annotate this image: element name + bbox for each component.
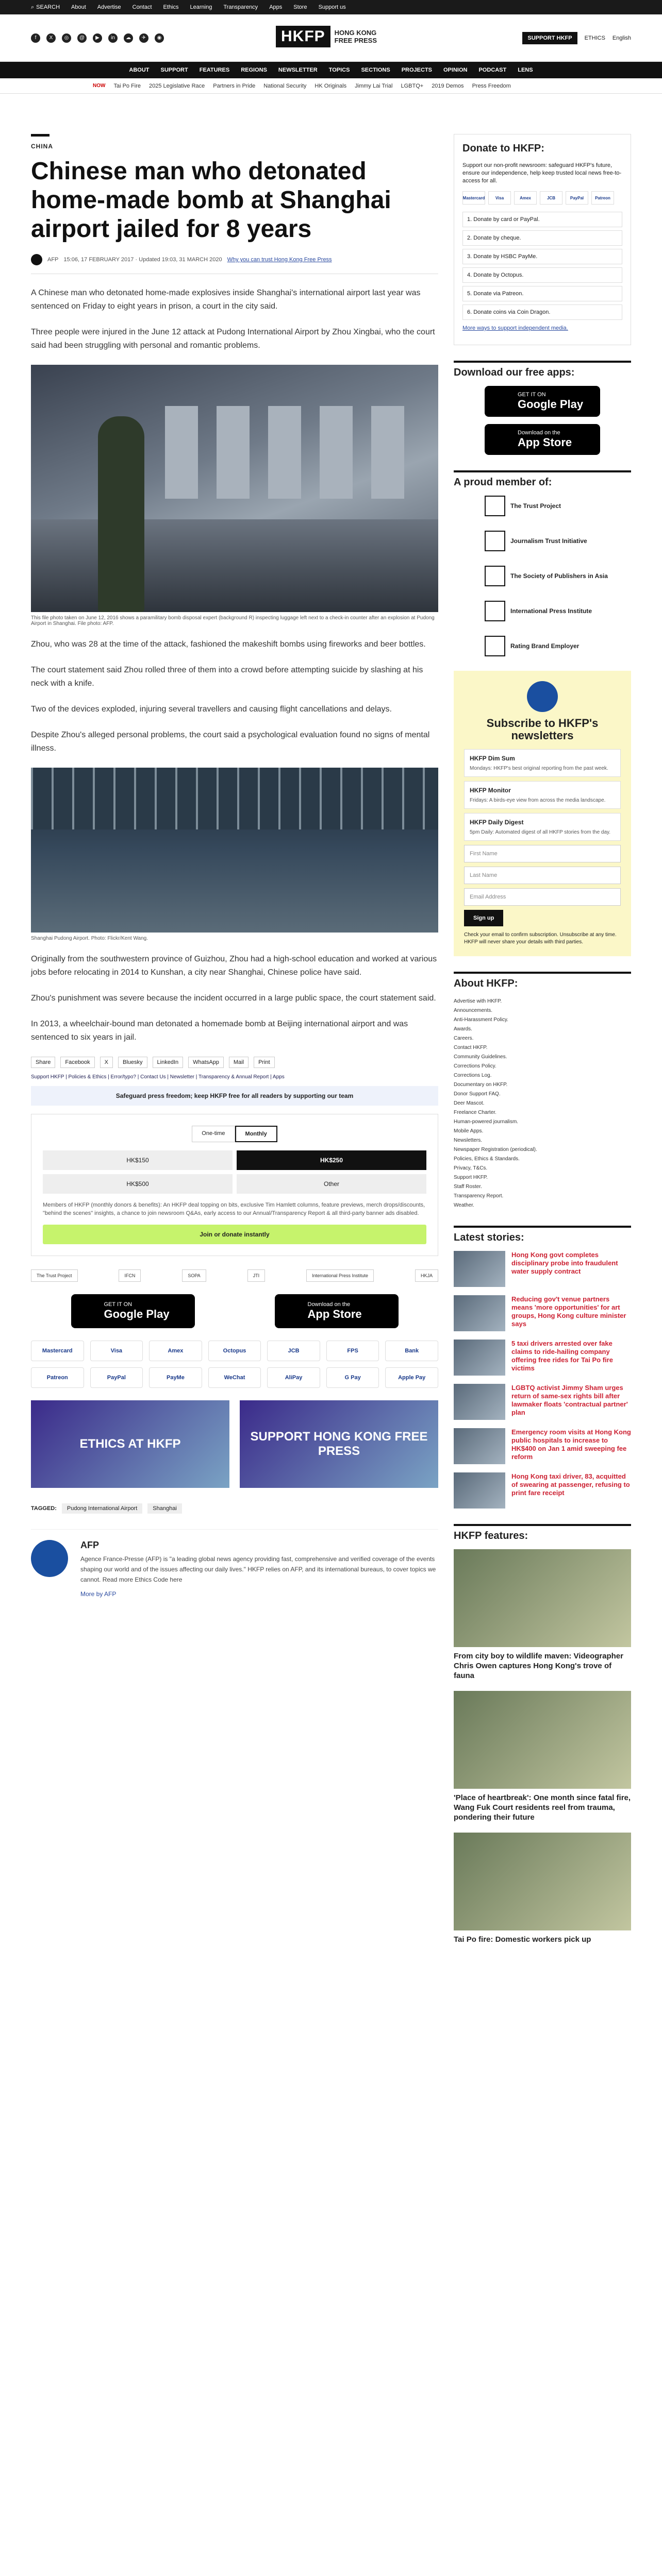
rss-icon[interactable]: ◉ <box>155 33 164 43</box>
top-link[interactable]: Transparency <box>223 4 258 10</box>
first-name-field[interactable]: First Name <box>464 845 621 862</box>
about-link[interactable]: Mobile Apps. <box>454 1128 484 1134</box>
story-headline: Hong Kong govt completes disciplinary probe into fraudulent water supply contract <box>511 1251 618 1275</box>
paragraph: Originally from the southwestern province of Guizhou, Zhou had a high-school education and worked at various jobs before relocating in 2014 to Kunshan, a city near Shanghai, Chinese police have said. <box>31 955 437 977</box>
more-by-author-link[interactable]: More by AFP <box>80 1590 117 1598</box>
member-item[interactable]: Rating Brand Employer <box>454 636 631 656</box>
about-link[interactable]: Documentary on HKFP. <box>454 1082 508 1088</box>
payment-logo: Visa <box>488 191 511 205</box>
payment-logo[interactable]: Mastercard <box>31 1341 84 1361</box>
photo-caption: Shanghai Pudong Airport. Photo: Flickr/Kent Wang. <box>31 936 148 941</box>
paragraph: Three people were injured in the June 12 attack at Pudong International Airport by Zhou Xingbai, who the court said had been struggling with personal and romantic problems. <box>31 328 435 350</box>
photo-detail <box>268 406 301 499</box>
feature-story[interactable] <box>454 1833 631 1944</box>
features-list <box>454 1549 631 1944</box>
photo-detail <box>320 406 353 499</box>
author-bio: Agence France-Presse (AFP) is "a leading global news agency providing fast, comprehensive and verified coverage of the events shaping our world and of the issues affecting our daily lives." HKFP relies on AFP, and its international bureaus, to cover topics we cannot. Read more Ethics Code here <box>80 1555 436 1583</box>
tag-link[interactable]: Shanghai <box>147 1503 182 1514</box>
trending-link[interactable]: Partners in Pride <box>213 82 256 89</box>
feature-image <box>454 1691 631 1789</box>
nav-item[interactable]: SUPPORT <box>160 67 188 73</box>
member-logo[interactable]: SOPA <box>182 1269 206 1282</box>
trending-link[interactable]: Jimmy Lai Trial <box>355 82 393 89</box>
nav-item[interactable]: REGIONS <box>241 67 267 73</box>
latest-story[interactable] <box>454 1340 631 1376</box>
photo-detail <box>217 406 250 499</box>
author-box <box>31 1529 438 1599</box>
bluesky-icon[interactable]: ☁ <box>124 33 133 43</box>
about-link[interactable]: Newspaper Registration (periodical). <box>454 1147 537 1153</box>
paragraph: Despite Zhou's alleged personal problems, the court said a psychological evaluation found no signs of mental illness. <box>31 731 430 753</box>
article-dates: 15:06, 17 FEBRUARY 2017 · Updated 19:03, 31 MARCH 2020 <box>63 257 222 263</box>
newsletter-title: Subscribe to HKFP's newsletters <box>486 717 599 742</box>
site-header <box>0 14 662 62</box>
donation-method[interactable]: 6. Donate coins via Coin Dragon. <box>462 304 622 320</box>
amount-option[interactable]: HK$500 <box>43 1174 233 1194</box>
apps-title: Download our free apps: <box>454 361 631 379</box>
trending-link[interactable]: Tai Po Fire <box>113 82 141 89</box>
payment-methods <box>31 1341 438 1388</box>
about-link[interactable]: Human-powered journalism. <box>454 1119 519 1125</box>
header-actions <box>522 32 631 44</box>
donation-method[interactable]: 5. Donate via Patreon. <box>462 286 622 301</box>
newsletter-option[interactable]: HKFP Daily Digest 5pm Daily: Automated digest of all HKFP stories from the day. <box>464 813 621 841</box>
membership-note: Members of HKFP (monthly donors & benefits): An HKFP deal topping on bits, exclusive Tim Hamlett columns, feature previews, merch drops/discounts, "behind the scenes" insights, a chance to join newsroom Q&As, early access to our Annual/Transparency Report & all third-party banner ads disabled. <box>43 1202 425 1216</box>
search-link[interactable]: ⌕ SEARCH <box>31 4 60 10</box>
about-link[interactable]: Deer Mascot. <box>454 1100 485 1106</box>
about-link[interactable]: Support HKFP. <box>454 1175 488 1180</box>
google-play-button[interactable]: GET IT ON Google Play <box>71 1294 195 1328</box>
top-link[interactable]: Contact <box>132 4 152 10</box>
article-photo-airport-check-in <box>31 365 438 612</box>
trust-project-logo <box>485 496 505 516</box>
member-logo[interactable]: The Trust Project <box>31 1269 78 1282</box>
story-thumbnail <box>454 1295 505 1331</box>
latest-story[interactable] <box>454 1428 631 1464</box>
about-link[interactable]: Anti-Harassment Policy. <box>454 1017 508 1023</box>
jti-logo <box>485 531 505 551</box>
about-link[interactable]: Community Guidelines. <box>454 1054 507 1060</box>
support-video[interactable]: SUPPORT HONG KONG FREE PRESS <box>240 1400 438 1488</box>
photo-detail <box>31 519 438 612</box>
payment-logo[interactable]: PayMe <box>149 1367 202 1388</box>
top-link[interactable]: About <box>71 4 86 10</box>
donation-method[interactable]: 1. Donate by card or PayPal. <box>462 212 622 227</box>
support-button[interactable]: SUPPORT HKFP <box>522 32 577 44</box>
tags-label: TAGGED: <box>31 1505 57 1512</box>
top-link[interactable]: Apps <box>269 4 283 10</box>
member-item[interactable]: International Press Institute <box>454 601 631 621</box>
about-link[interactable]: Corrections Log. <box>454 1073 492 1078</box>
more-ways-link[interactable]: More ways to support independent media. <box>462 325 568 331</box>
trending-link[interactable]: 2019 Demos <box>432 82 464 89</box>
photo-detail <box>31 768 438 829</box>
payment-logo: PayPal <box>566 191 588 205</box>
article-photo-pudong-terminal <box>31 768 438 933</box>
amount-option[interactable]: Other <box>237 1174 426 1194</box>
payment-logo[interactable]: G Pay <box>326 1367 379 1388</box>
amount-option[interactable]: HK$150 <box>43 1150 233 1170</box>
story-headline: LGBTQ activist Jimmy Sham urges return of same-sex rights bill after lawmaker floats 'contractual partner' plan <box>511 1384 628 1416</box>
last-name-field[interactable]: Last Name <box>464 867 621 884</box>
nav-item[interactable]: PROJECTS <box>401 67 432 73</box>
frequency-toggle <box>43 1126 426 1142</box>
top-utility-bar <box>0 0 662 14</box>
latest-story[interactable] <box>454 1295 631 1331</box>
latest-list <box>454 1251 631 1509</box>
policy-links[interactable]: Support HKFP | Policies & Ethics | Error/typo? | Contact Us | Newsletter | Transparency & Annual Report | Apps <box>31 1074 285 1080</box>
article-body <box>31 286 438 1044</box>
photo-detail <box>98 416 144 612</box>
member-item[interactable]: Journalism Trust Initiative <box>454 531 631 551</box>
support-banner[interactable]: Safeguard press freedom; keep HKFP free for all readers by supporting our team <box>31 1086 438 1106</box>
member-logos-row <box>31 1269 438 1282</box>
member-item[interactable]: The Society of Publishers in Asia <box>454 566 631 586</box>
about-link[interactable]: Careers. <box>454 1036 474 1041</box>
category-rule <box>31 134 49 137</box>
tags <box>31 1503 438 1514</box>
member-logo[interactable]: IFCN <box>119 1269 141 1282</box>
byline <box>31 254 438 274</box>
story-headline: Hong Kong taxi driver, 83, acquitted of swearing at passenger, refusing to print fare receipt <box>511 1472 630 1497</box>
about-link[interactable]: Announcements. <box>454 1008 493 1013</box>
top-link[interactable]: Learning <box>190 4 212 10</box>
payment-logo[interactable]: Bank <box>385 1341 438 1361</box>
feature-headline: 'Place of heartbreak': One month since fatal fire, Wang Fuk Court residents reel from trauma, pondering their future <box>454 1793 631 1822</box>
amount-option-selected[interactable]: HK$250 <box>237 1150 426 1170</box>
share-linkedin-button[interactable]: LinkedIn <box>153 1057 184 1068</box>
sopa-logo <box>485 566 505 586</box>
rating-brand-logo <box>485 636 505 656</box>
member-list <box>454 496 631 656</box>
social-links <box>31 33 164 43</box>
feature-image <box>454 1549 631 1647</box>
latest-story[interactable] <box>454 1251 631 1287</box>
paragraph: In 2013, a wheelchair-bound man detonated a homemade bomb at Beijing international airport and was sentenced to six years in jail. <box>31 1020 408 1042</box>
story-thumbnail <box>454 1472 505 1509</box>
share-mail-button[interactable]: Mail <box>229 1057 249 1068</box>
top-link[interactable]: Store <box>293 4 307 10</box>
youtube-icon[interactable]: ▶ <box>93 33 102 43</box>
latest-story[interactable] <box>454 1472 631 1509</box>
about-link[interactable]: Weather. <box>454 1202 474 1208</box>
feature-story[interactable] <box>454 1549 631 1681</box>
amount-options <box>43 1150 426 1194</box>
facebook-icon[interactable]: f <box>31 33 40 43</box>
paragraph: Zhou's punishment was severe because the incident occurred in a large public space, the court statement said. <box>31 994 436 1003</box>
instagram-icon[interactable]: ◎ <box>62 33 71 43</box>
one-time-tab[interactable]: One-time <box>192 1126 235 1142</box>
feature-headline: From city boy to wildlife maven: Videographer Chris Owen captures Hong Kong's trove of fauna <box>454 1652 623 1680</box>
newsletter-note: Check your email to confirm subscription. Unsubscribe at any time. HKFP will never share your details with third parties. <box>464 932 617 945</box>
payment-logo[interactable]: JCB <box>267 1341 320 1361</box>
about-link[interactable]: Privacy, T&Cs. <box>454 1165 488 1171</box>
about-link[interactable]: Transparency Report. <box>454 1193 504 1199</box>
main-nav <box>0 62 662 78</box>
story-headline: 5 taxi drivers arrested over fake claims to ride-hailing company offering free rides for Tai Po fire victims <box>511 1340 613 1372</box>
nav-item[interactable]: ABOUT <box>129 67 150 73</box>
payment-logo[interactable]: Visa <box>90 1341 143 1361</box>
share-x-button[interactable]: X <box>100 1057 113 1068</box>
logo-mark: HKFP <box>276 26 330 47</box>
story-thumbnail <box>454 1251 505 1287</box>
about-link[interactable]: Awards. <box>454 1026 472 1032</box>
share-label: Share <box>31 1057 55 1068</box>
nav-item[interactable]: SECTIONS <box>361 67 390 73</box>
newsletter-option[interactable]: HKFP Dim Sum Mondays: HKFP's best original reporting from the past week. <box>464 749 621 777</box>
share-facebook-button[interactable]: Facebook <box>60 1057 94 1068</box>
about-title: About HKFP: <box>454 972 631 990</box>
sidebar-app-buttons <box>454 386 631 455</box>
site-logo[interactable] <box>276 26 377 47</box>
payment-logo[interactable]: Octopus <box>208 1341 261 1361</box>
top-link[interactable]: Ethics <box>163 4 179 10</box>
member-logo[interactable]: JTI <box>247 1269 266 1282</box>
article-main <box>31 134 438 1599</box>
member-logo[interactable]: International Press Institute <box>306 1269 374 1282</box>
payment-logo[interactable]: WeChat <box>208 1367 261 1388</box>
newsletter-panel <box>454 671 631 956</box>
card-logos <box>462 191 622 205</box>
story-headline: Emergency room visits at Hong Kong public hospitals to increase to HK$400 on Jan 1 amid sweeping fee reform <box>511 1428 631 1461</box>
paragraph: Two of the devices exploded, injuring several travellers and causing flight cancellations and delays. <box>31 705 392 714</box>
payment-logo[interactable]: Patreon <box>31 1367 84 1388</box>
about-link[interactable]: Contact HKFP. <box>454 1045 488 1050</box>
payment-logo: JCB <box>540 191 562 205</box>
donation-widget <box>31 1114 438 1256</box>
linkedin-icon[interactable]: in <box>108 33 118 43</box>
member-item[interactable]: The Trust Project <box>454 496 631 516</box>
tag-link[interactable]: Pudong International Airport <box>62 1503 142 1514</box>
ethics-link[interactable]: ETHICS <box>584 35 605 41</box>
payment-logo: Amex <box>514 191 537 205</box>
trending-link[interactable]: 2025 Legislative Race <box>149 82 205 89</box>
about-link[interactable]: Policies, Ethics & Standards. <box>454 1156 520 1162</box>
story-headline: Reducing gov't venue partners means 'more opportunities' for art groups, Hong Kong culture minister says <box>511 1295 626 1328</box>
member-logo[interactable]: HKJA <box>415 1269 438 1282</box>
story-thumbnail <box>454 1428 505 1464</box>
about-link[interactable]: Freelance Charter. <box>454 1110 496 1115</box>
x-icon[interactable]: X <box>46 33 56 43</box>
nav-item[interactable]: LENS <box>518 67 533 73</box>
photo-detail <box>165 406 198 499</box>
promo-videos <box>31 1400 438 1488</box>
article-title: Chinese man who detonated home-made bomb at Shanghai airport jailed for 8 years <box>31 158 391 243</box>
hkfp-logo-icon <box>527 681 558 712</box>
payment-logo[interactable]: FPS <box>326 1341 379 1361</box>
donate-panel <box>454 134 631 345</box>
donation-methods <box>462 212 622 320</box>
language-select[interactable]: English <box>612 35 631 41</box>
join-button[interactable]: Join or donate instantly <box>43 1225 426 1244</box>
ipi-logo <box>485 601 505 621</box>
logo-text: HONG KONG FREE PRESS <box>334 29 377 44</box>
nav-item[interactable]: NEWSLETTER <box>278 67 318 73</box>
share-bar <box>31 1057 438 1068</box>
about-link[interactable]: Corrections Policy. <box>454 1063 496 1069</box>
nav-item[interactable]: FEATURES <box>199 67 230 73</box>
author-name[interactable]: AFP <box>80 1540 99 1550</box>
nav-item[interactable]: PODCAST <box>478 67 507 73</box>
latest-title: Latest stories: <box>454 1226 631 1244</box>
app-store-button[interactable]: Download on the App Store <box>275 1294 399 1328</box>
author-avatar <box>31 254 42 265</box>
share-bluesky-button[interactable]: Bluesky <box>118 1057 147 1068</box>
donate-text: Support our non-profit newsroom: safeguard HKFP's future, ensure our independence, help keep trusted local news free-to-access for all. <box>462 162 622 184</box>
trending-label: NOW <box>93 83 106 89</box>
payment-logo[interactable]: Apple Pay <box>385 1367 438 1388</box>
payment-logo[interactable]: AliPay <box>267 1367 320 1388</box>
newsletter-option[interactable]: HKFP Monitor Fridays: A birds-eye view from across the media landscape. <box>464 781 621 809</box>
sidebar <box>454 134 631 1955</box>
author-name[interactable]: AFP <box>47 257 59 263</box>
about-link[interactable]: Donor Support FAQ. <box>454 1091 501 1097</box>
donation-method[interactable]: 3. Donate by HSBC PayMe. <box>462 249 622 264</box>
latest-story[interactable] <box>454 1384 631 1420</box>
trending-link[interactable]: LGBTQ+ <box>401 82 424 89</box>
donation-method[interactable]: 4. Donate by Octopus. <box>462 267 622 283</box>
nav-item[interactable]: OPINION <box>443 67 468 73</box>
payment-logo[interactable]: Amex <box>149 1341 202 1361</box>
features-title: HKFP features: <box>454 1524 631 1542</box>
paragraph: Zhou, who was 28 at the time of the attack, fashioned the makeshift bombs using fireworks and beer bottles. <box>31 640 426 649</box>
story-thumbnail <box>454 1340 505 1376</box>
share-whatsapp-button[interactable]: WhatsApp <box>188 1057 224 1068</box>
app-store-button[interactable]: Download on the App Store <box>485 424 600 455</box>
paragraph: A Chinese man who detonated home-made explosives inside Shanghai's international airport last year was sentenced on Friday to eight years in prison, a court in the city said. <box>31 289 421 311</box>
story-thumbnail <box>454 1384 505 1420</box>
search-icon: ⌕ <box>31 4 35 10</box>
members-title: A proud member of: <box>454 470 631 488</box>
ethics-video[interactable]: ETHICS AT HKFP <box>31 1400 229 1488</box>
trending-link[interactable]: HK Originals <box>315 82 347 89</box>
signup-button[interactable]: Sign up <box>464 910 503 926</box>
payment-logo[interactable]: PayPal <box>90 1367 143 1388</box>
feature-image <box>454 1833 631 1930</box>
about-link[interactable]: Staff Roster. <box>454 1184 482 1190</box>
article-category[interactable]: CHINA <box>31 143 53 150</box>
paragraph: The court statement said Zhou rolled three of them into a crowd before attempting suicide by slashing at his neck with a knife. <box>31 666 423 688</box>
about-link[interactable]: Newsletters. <box>454 1138 483 1143</box>
telegram-icon[interactable]: ✈ <box>139 33 148 43</box>
share-print-button[interactable]: Print <box>254 1057 275 1068</box>
about-list <box>454 997 631 1210</box>
monthly-tab[interactable]: Monthly <box>235 1126 277 1142</box>
trending-bar <box>0 78 662 94</box>
trending-link[interactable]: Press Freedom <box>472 82 511 89</box>
trust-link[interactable]: Why you can trust Hong Kong Free Press <box>227 257 332 263</box>
feature-headline: Tai Po fire: Domestic workers pick up <box>454 1935 591 1944</box>
payment-logo: Mastercard <box>462 191 485 205</box>
trending-link[interactable]: National Security <box>263 82 307 89</box>
feature-story[interactable] <box>454 1691 631 1822</box>
threads-icon[interactable]: @ <box>77 33 87 43</box>
photo-caption: This file photo taken on June 12, 2016 shows a paramilitary bomb disposal expert (background R) inspecting luggage left next to a check-in counter after an explosion at Pudong Airport in Shanghai. File photo: AFP. <box>31 615 435 626</box>
donation-method[interactable]: 2. Donate by cheque. <box>462 230 622 246</box>
photo-detail <box>371 406 404 499</box>
author-avatar <box>31 1540 68 1577</box>
nav-item[interactable]: TOPICS <box>328 67 350 73</box>
app-store-row <box>31 1294 438 1328</box>
payment-logo: Patreon <box>591 191 614 205</box>
top-link[interactable]: Advertise <box>97 4 121 10</box>
about-link[interactable]: Advertise with HKFP. <box>454 998 502 1004</box>
google-play-button[interactable]: GET IT ON Google Play <box>485 386 600 417</box>
top-link[interactable]: Support us <box>318 4 346 10</box>
email-field[interactable]: Email Address <box>464 888 621 906</box>
donate-title: Donate to HKFP: <box>462 143 544 154</box>
